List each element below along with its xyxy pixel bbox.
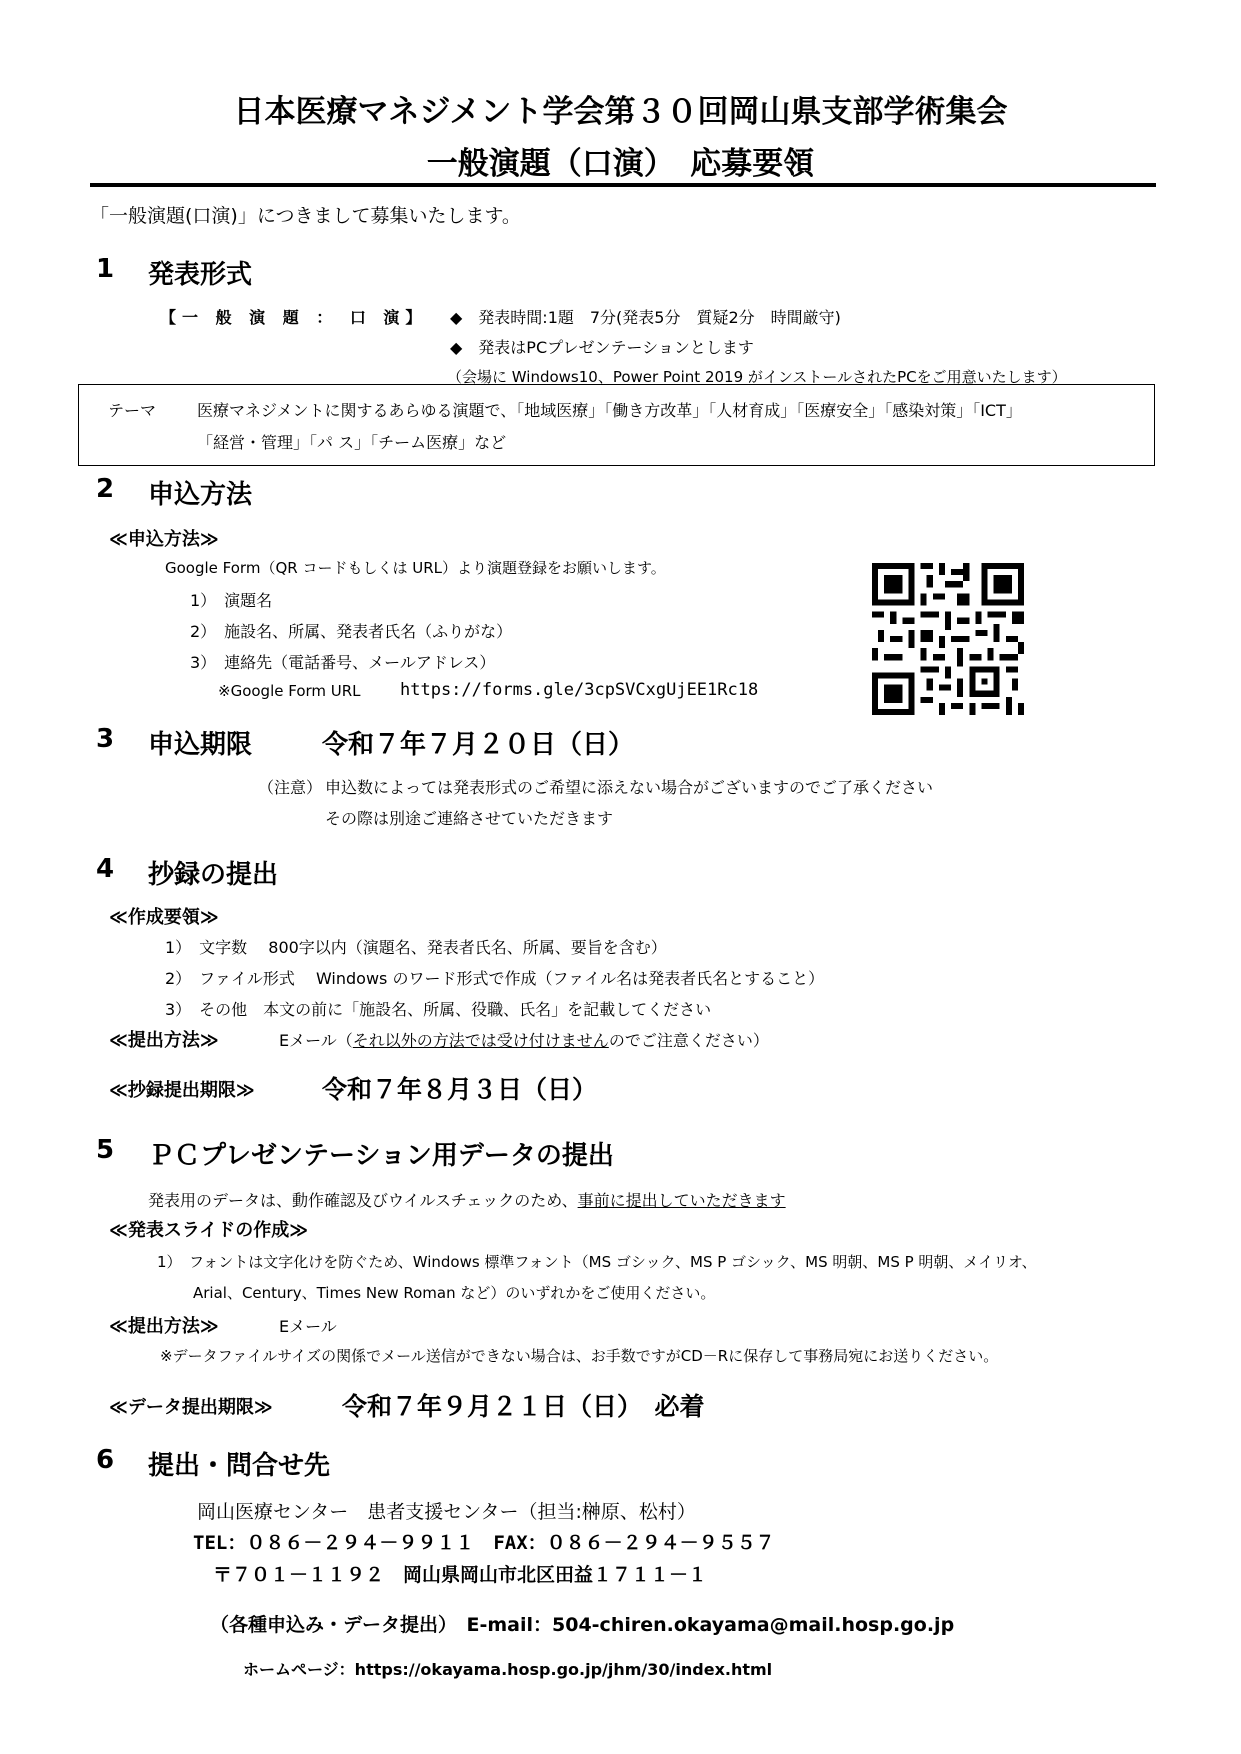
data-submission-method-subheading: ≪提出方法≫ (109, 1316, 219, 1337)
slide-creation-subheading: ≪発表スライドの作成≫ (109, 1220, 309, 1241)
google-form-url[interactable]: https://forms.gle/3cpSVCxgUjEE1Rc18 (400, 680, 759, 700)
contact-tel-fax: TEL：０８６－２９４－９９１１ FAX：０８６－２９４－９５５７ (193, 1532, 775, 1554)
method-text-pre: Eメール（ (279, 1031, 353, 1050)
data-deadline: 令和７年９月２１日（日） 必着 (342, 1392, 705, 1421)
abstract-guidelines-subheading: ≪作成要領≫ (109, 907, 219, 928)
notice-label: （注意） (258, 778, 323, 797)
page-subtitle: 一般演題（口演） 応募要領 (426, 146, 815, 182)
section4-heading: 抄録の提出 (148, 860, 279, 890)
presentation-method: ◆ 発表はPCプレゼンテーションとします (450, 338, 754, 357)
intro-text-pre: 発表用のデータは、動作確認及びウイルスチェックのため、 (148, 1191, 578, 1210)
section1-number: 1 (96, 254, 115, 284)
notice-line-1: 申込数によっては発表形式のご希望に添えない場合がございますのでご了承ください (325, 778, 934, 797)
title-divider (90, 183, 1156, 187)
application-deadline: 令和７年７月２０日（日） (322, 730, 635, 760)
google-form-url-label: ※Google Form URL (218, 682, 361, 700)
abstract-item-3: 3） その他 本文の前に「施設名、所属、役職、氏名」を記載してください (165, 1000, 712, 1019)
venue-note: （会場に Windows10、Power Point 2019 がインストールされたPCをご用意いたします） (447, 368, 1067, 386)
abstract-item-1: 1） 文字数 800字以内（演題名、発表者氏名、所属、要旨を含む） (165, 938, 667, 957)
section1-heading: 発表形式 (148, 260, 253, 290)
section5-heading: ＰＣプレゼンテーション用データの提出 (148, 1141, 614, 1171)
section4-number: 4 (96, 854, 115, 884)
abstract-deadline: 令和７年８月３日（日） (322, 1075, 598, 1104)
application-method-subheading: ≪申込方法≫ (109, 529, 219, 550)
page-title: 日本医療マネジメント学会第３０回岡山県支部学術集会 (233, 94, 1008, 130)
contact-organization: 岡山医療センター 患者支援センター（担当:榊原、松村） (197, 1501, 696, 1523)
section6-number: 6 (96, 1445, 115, 1475)
data-submission-method: Eメール (279, 1317, 337, 1336)
data-deadline-label: ≪データ提出期限≫ (109, 1397, 273, 1418)
abstract-item-2: 2） ファイル形式 Windows のワード形式で作成（ファイル名は発表者氏名とすること） (165, 969, 825, 988)
abstract-deadline-label: ≪抄録提出期限≫ (109, 1080, 255, 1101)
section2-number: 2 (96, 474, 115, 504)
section6-heading: 提出・問合せ先 (148, 1451, 331, 1481)
required-item-1: 1） 演題名 (190, 591, 273, 610)
abstract-submission-subheading: ≪提出方法≫ (109, 1030, 219, 1051)
method-text-post: のでご注意ください） (608, 1031, 769, 1050)
theme-label: テーマ (108, 401, 157, 420)
contact-address: 〒７０１－１１９２ 岡山県岡山市北区田益１７１１－１ (213, 1564, 708, 1586)
google-form-instruction: Google Form（QR コードもしくは URL）より演題登録をお願いします。 (165, 559, 666, 577)
section5-number: 5 (96, 1135, 115, 1165)
theme-line-2: 「経営・管理」「パ ス」「チーム医療」など (197, 433, 507, 452)
theme-box (78, 384, 1155, 466)
font-guideline-line-2: Arial、Century、Times New Roman など）のいずれかをご使用ください。 (193, 1284, 716, 1302)
required-item-3: 3） 連絡先（電話番号、メールアドレス） (190, 653, 496, 672)
abstract-submission-method (279, 1028, 769, 1051)
intro-text-underlined: 事前に提出していただきます (577, 1191, 786, 1210)
cdr-note: ※データファイルサイズの関係でメール送信ができない場合は、お手数ですがCD－Rに保存して事務局宛にお送りください。 (160, 1347, 999, 1365)
font-guideline-line-1: 1） フォントは文字化けを防ぐため、Windows 標準フォント（MS ゴシック、MS P ゴシック、MS 明朝、MS P 明朝、メイリオ、 (157, 1253, 1037, 1271)
method-text-underlined: それ以外の方法では受け付けません (352, 1031, 609, 1050)
contact-email[interactable]: （各種申込み・データ提出） E-mail：504-chiren.okayama@mail.hosp.go.jp (210, 1614, 955, 1636)
intro-text: 「一般演題(口演)」につきまして募集いたします。 (90, 205, 521, 227)
notice-line-2: その際は別途ご連絡させていただきます (325, 809, 614, 828)
presentation-time: ◆ 発表時間:1題 7分(発表5分 質疑2分 時間厳守) (450, 308, 841, 327)
presentation-type-label: 【一 般 演 題 ： 口 演】 (160, 308, 428, 327)
data-submission-intro (148, 1188, 786, 1211)
required-item-2: 2） 施設名、所属、発表者氏名（ふりがな） (190, 622, 513, 641)
homepage-link[interactable]: ホームページ：https://okayama.hosp.go.jp/jhm/30/index.html (243, 1660, 773, 1679)
section3-heading: 申込期限 (148, 730, 253, 760)
section3-number: 3 (96, 724, 115, 754)
qr-code-icon[interactable] (872, 563, 1024, 715)
theme-line-1: 医療マネジメントに関するあらゆる演題で、「地域医療」「働き方改革」「人材育成」「医療安全」「感染対策」「ICT」 (197, 401, 1022, 420)
section2-heading: 申込方法 (148, 480, 253, 510)
